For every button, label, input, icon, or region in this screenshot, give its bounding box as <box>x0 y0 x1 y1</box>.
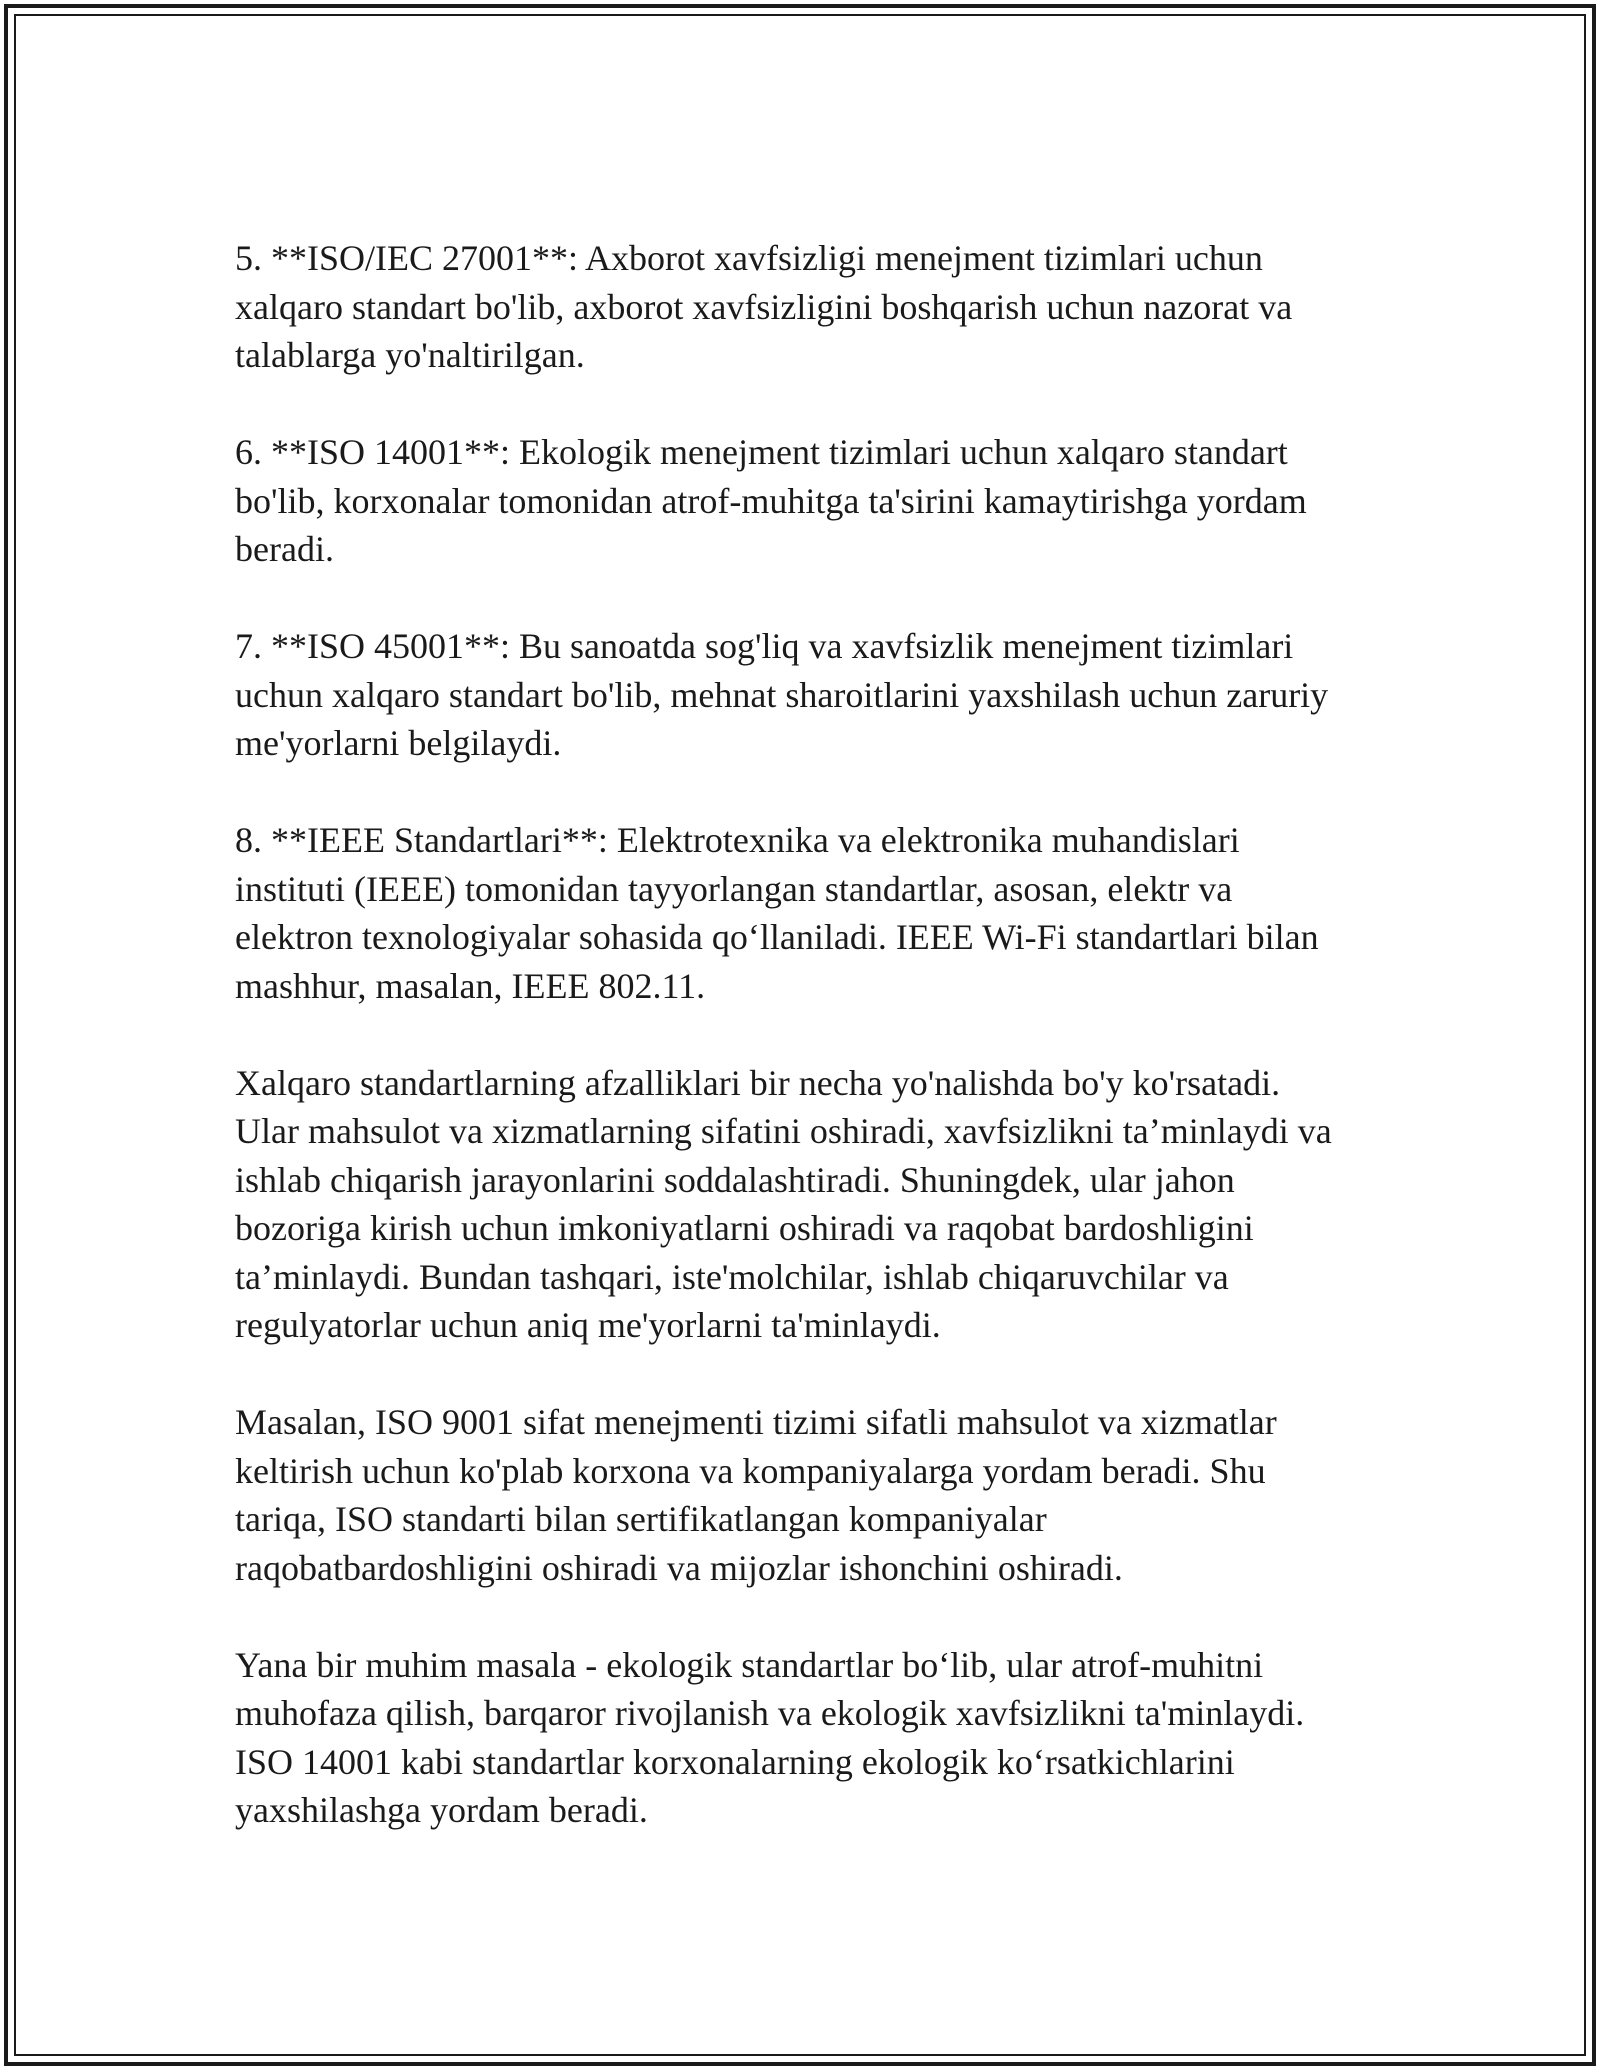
document-body <box>235 234 1365 1883</box>
paragraph-ecological-standards <box>235 1641 1365 1835</box>
text-line: regulyatorlar uchun aniq me'yorlarni ta'minlaydi. <box>235 1305 941 1345</box>
paragraph-iso-45001 <box>235 622 1365 768</box>
text-line: uchun xalqaro standart bo'lib, mehnat sharoitlarini yaxshilash uchun zaruriy <box>235 674 1329 715</box>
text-line: 6. **ISO 14001**: Ekologik menejment tizimlari uchun xalqaro standart <box>235 432 1288 472</box>
paragraph-advantages <box>235 1059 1365 1350</box>
text-line: 5. **ISO/IEC 27001**: Axborot xavfsizligi menejment tizimlari uchun <box>235 238 1263 278</box>
text-line: muhofaza qilish, barqaror rivojlanish va ekologik xavfsizlikni ta'minlaydi. <box>235 1693 1305 1733</box>
text-line: bo'lib, korxonalar tomonidan atrof-muhitga ta'sirini kamaytirishga yordam <box>235 480 1307 521</box>
text-line: Yana bir muhim masala - ekologik standartlar bo‘lib, ular atrof-muhitni <box>235 1644 1264 1685</box>
paragraph-iso-9001-example <box>235 1398 1365 1592</box>
text-line: 7. **ISO 45001**: Bu sanoatda sog'liq va xavfsizlik menejment tizimlari <box>235 626 1294 666</box>
text-line: ishlab chiqarish jarayonlarini soddalashtiradi. Shuningdek, ular jahon <box>235 1159 1235 1200</box>
text-line: talablarga yo'naltirilgan. <box>235 335 585 375</box>
text-line: mashhur, masalan, IEEE 802.11. <box>235 965 706 1006</box>
paragraph-iso-14001 <box>235 428 1365 574</box>
text-line: elektron texnologiyalar sohasida qo‘llaniladi. IEEE Wi-Fi standartlari bilan <box>235 917 1319 957</box>
text-line: Ular mahsulot va xizmatlarning sifatini oshiradi, xavfsizlikni ta’minlaydi va <box>235 1111 1332 1151</box>
text-line: tariqa, ISO standarti bilan sertifikatlangan kompaniyalar <box>235 1499 1047 1539</box>
text-line: yaxshilashga yordam beradi. <box>235 1790 648 1830</box>
text-line: raqobatbardoshligini oshiradi va mijozlar ishonchini oshiradi. <box>235 1547 1123 1588</box>
text-line: beradi. <box>235 529 334 569</box>
text-line: keltirish uchun ko'plab korxona va kompaniyalarga yordam beradi. Shu <box>235 1450 1266 1491</box>
text-line: bozoriga kirish uchun imkoniyatlarni oshiradi va raqobat bardoshligini <box>235 1208 1254 1248</box>
text-line: ISO 14001 kabi standartlar korxonalarning ekologik ko‘rsatkichlarini <box>235 1741 1235 1782</box>
text-line: xalqaro standart bo'lib, axborot xavfsizligini boshqarish uchun nazorat va <box>235 286 1293 327</box>
paragraph-ieee-standards <box>235 816 1365 1010</box>
text-line: me'yorlarni belgilaydi. <box>235 723 562 763</box>
text-line: Xalqaro standartlarning afzalliklari bir necha yo'nalishda bo'y ko'rsatadi. <box>235 1062 1281 1103</box>
text-line: 8. **IEEE Standartlari**: Elektrotexnika va elektronika muhandislari <box>235 820 1240 860</box>
text-line: ta’minlaydi. Bundan tashqari, iste'molchilar, ishlab chiqaruvchilar va <box>235 1256 1229 1297</box>
text-line: instituti (IEEE) tomonidan tayyorlangan standartlar, asosan, elektr va <box>235 868 1233 909</box>
paragraph-iso-iec-27001 <box>235 234 1365 380</box>
text-line: Masalan, ISO 9001 sifat menejmenti tizimi sifatli mahsulot va xizmatlar <box>235 1402 1277 1442</box>
